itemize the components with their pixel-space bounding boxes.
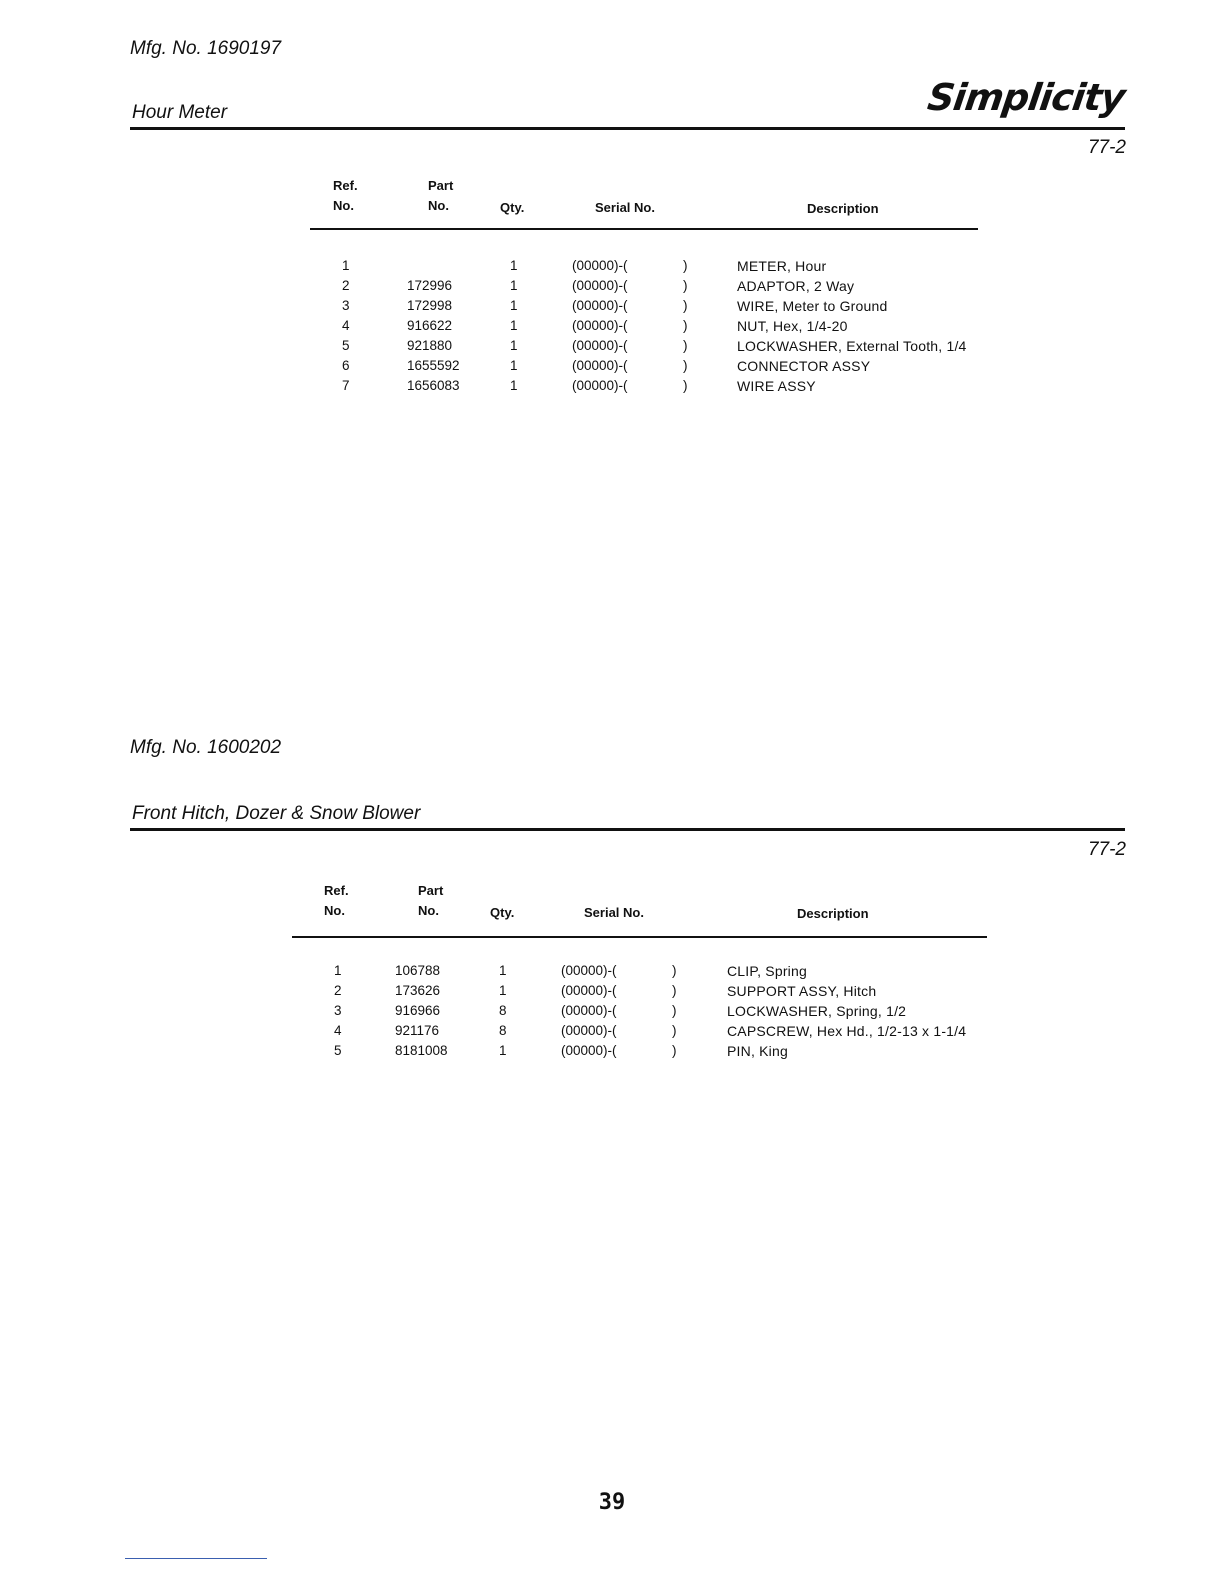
description-cell: CONNECTOR ASSY bbox=[737, 358, 871, 374]
qty-cell: 1 bbox=[499, 963, 507, 978]
qty-cell: 1 bbox=[510, 358, 518, 373]
header-description: Description bbox=[807, 201, 879, 216]
description-cell: PIN, King bbox=[727, 1043, 788, 1059]
serial-cell: (00000)-( bbox=[572, 258, 628, 273]
ref-cell: 4 bbox=[342, 318, 350, 333]
ref-cell: 2 bbox=[334, 983, 342, 998]
serial-cell: (00000)-( bbox=[561, 1043, 617, 1058]
page-reference: 77-2 bbox=[1087, 137, 1126, 158]
serial-cell: (00000)-( bbox=[561, 1023, 617, 1038]
serial-close-cell: ) bbox=[672, 1023, 677, 1038]
table-row bbox=[310, 316, 1110, 336]
ref-cell: 1 bbox=[334, 963, 342, 978]
description-cell: METER, Hour bbox=[737, 258, 827, 274]
ref-cell: 7 bbox=[342, 378, 350, 393]
serial-cell: (00000)-( bbox=[561, 963, 617, 978]
part-cell: 916622 bbox=[407, 318, 453, 333]
page-number: 39 bbox=[598, 1490, 626, 1515]
description-cell: CAPSCREW, Hex Hd., 1/2-13 x 1-1/4 bbox=[727, 1023, 967, 1039]
part-cell: 916966 bbox=[395, 1003, 441, 1018]
ref-cell: 4 bbox=[334, 1023, 342, 1038]
qty-cell: 1 bbox=[510, 338, 518, 353]
table-row bbox=[310, 376, 1110, 396]
table-row bbox=[310, 336, 1110, 356]
header-part-no: No. bbox=[428, 198, 449, 213]
description-cell: NUT, Hex, 1/4-20 bbox=[737, 318, 848, 334]
table-row bbox=[310, 276, 1110, 296]
qty-cell: 1 bbox=[510, 318, 518, 333]
header-ref-no: No. bbox=[333, 198, 354, 213]
section-rule bbox=[130, 127, 1125, 130]
header-ref: Ref. bbox=[333, 178, 358, 193]
ref-cell: 5 bbox=[342, 338, 350, 353]
serial-cell: (00000)-( bbox=[572, 298, 628, 313]
parts-table bbox=[292, 881, 992, 1081]
qty-cell: 8 bbox=[499, 1023, 507, 1038]
header-qty: Qty. bbox=[500, 200, 525, 215]
serial-close-cell: ) bbox=[683, 258, 688, 273]
table-row bbox=[292, 961, 1092, 981]
simplicity-logo: Simplicity bbox=[924, 76, 1128, 119]
description-cell: CLIP, Spring bbox=[727, 963, 807, 979]
qty-cell: 1 bbox=[510, 378, 518, 393]
mfg-number: Mfg. No. 1690197 bbox=[130, 38, 282, 59]
part-cell: 921176 bbox=[395, 1023, 440, 1038]
serial-close-cell: ) bbox=[672, 1003, 677, 1018]
serial-cell: (00000)-( bbox=[572, 338, 628, 353]
serial-close-cell: ) bbox=[683, 298, 688, 313]
table-row bbox=[292, 981, 1092, 1001]
section-title: Hour Meter bbox=[132, 102, 228, 123]
ref-cell: 1 bbox=[342, 258, 350, 273]
parts-table bbox=[310, 176, 980, 406]
part-cell: 173626 bbox=[395, 983, 441, 998]
header-ref-no: No. bbox=[324, 903, 345, 918]
part-cell: 172996 bbox=[407, 278, 453, 293]
qty-cell: 1 bbox=[510, 278, 518, 293]
part-cell: 106788 bbox=[395, 963, 441, 978]
part-cell: 1656083 bbox=[407, 378, 460, 393]
header-rule bbox=[310, 228, 978, 230]
part-cell: 1655592 bbox=[407, 358, 460, 373]
footer-link-line bbox=[125, 1558, 267, 1559]
section-title: Front Hitch, Dozer & Snow Blower bbox=[132, 803, 421, 824]
section-rule bbox=[130, 828, 1125, 831]
header-ref: Ref. bbox=[324, 883, 349, 898]
header-rule bbox=[292, 936, 987, 938]
serial-close-cell: ) bbox=[683, 278, 688, 293]
part-cell: 921880 bbox=[407, 338, 453, 353]
ref-cell: 6 bbox=[342, 358, 350, 373]
serial-close-cell: ) bbox=[683, 378, 688, 393]
header-qty: Qty. bbox=[490, 905, 515, 920]
table-row bbox=[310, 256, 1110, 276]
qty-cell: 1 bbox=[510, 258, 518, 273]
serial-cell: (00000)-( bbox=[572, 378, 628, 393]
description-cell: ADAPTOR, 2 Way bbox=[737, 278, 855, 294]
header-part: Part bbox=[428, 178, 454, 193]
header-part: Part bbox=[418, 883, 444, 898]
description-cell: LOCKWASHER, External Tooth, 1/4 bbox=[737, 338, 967, 354]
serial-close-cell: ) bbox=[672, 963, 677, 978]
part-cell: 8181008 bbox=[395, 1043, 448, 1058]
header-part-no: No. bbox=[418, 903, 439, 918]
table-row bbox=[310, 296, 1110, 316]
serial-close-cell: ) bbox=[672, 1043, 677, 1058]
mfg-number: Mfg. No. 1600202 bbox=[130, 737, 282, 758]
serial-cell: (00000)-( bbox=[572, 318, 628, 333]
table-row bbox=[310, 356, 1110, 376]
header-description: Description bbox=[797, 906, 869, 921]
qty-cell: 8 bbox=[499, 1003, 507, 1018]
part-cell: 172998 bbox=[407, 298, 453, 313]
serial-cell: (00000)-( bbox=[561, 983, 617, 998]
ref-cell: 3 bbox=[342, 298, 350, 313]
serial-close-cell: ) bbox=[683, 318, 688, 333]
description-cell: WIRE, Meter to Ground bbox=[737, 298, 888, 314]
header-serial: Serial No. bbox=[595, 200, 655, 215]
serial-cell: (00000)-( bbox=[572, 278, 628, 293]
table-row bbox=[292, 1001, 1092, 1021]
serial-close-cell: ) bbox=[683, 358, 688, 373]
page-reference: 77-2 bbox=[1087, 839, 1126, 860]
serial-cell: (00000)-( bbox=[561, 1003, 617, 1018]
qty-cell: 1 bbox=[499, 983, 507, 998]
qty-cell: 1 bbox=[510, 298, 518, 313]
description-cell: SUPPORT ASSY, Hitch bbox=[727, 983, 877, 999]
qty-cell: 1 bbox=[499, 1043, 507, 1058]
table-row bbox=[292, 1041, 1092, 1061]
table-row bbox=[292, 1021, 1092, 1041]
serial-close-cell: ) bbox=[683, 338, 688, 353]
description-cell: WIRE ASSY bbox=[737, 378, 816, 394]
serial-close-cell: ) bbox=[672, 983, 677, 998]
ref-cell: 3 bbox=[334, 1003, 342, 1018]
ref-cell: 2 bbox=[342, 278, 350, 293]
serial-cell: (00000)-( bbox=[572, 358, 628, 373]
description-cell: LOCKWASHER, Spring, 1/2 bbox=[727, 1003, 907, 1019]
ref-cell: 5 bbox=[334, 1043, 342, 1058]
header-serial: Serial No. bbox=[584, 905, 644, 920]
